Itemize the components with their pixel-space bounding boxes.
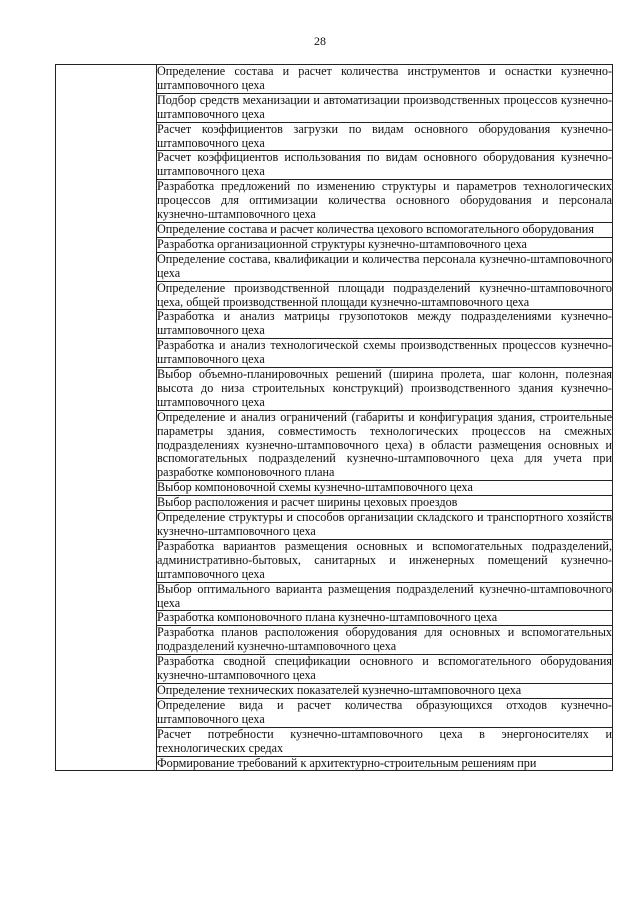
table-cell-text: Разработка и анализ технологической схемы производственных процессов кузнечно-штамповочного цеха [157, 338, 612, 367]
table-cell-text: Расчет потребности кузнечно-штамповочного цеха в энергоносителях и технологических средах [157, 726, 612, 755]
table-cell-text: Разработка и анализ матрицы грузопотоков между подразделениями кузнечно-штамповочного цеха [157, 309, 612, 338]
table-cell-text: Формирование требований к архитектурно-строительным решениям при [157, 756, 613, 771]
table-cell-text: Выбор расположения и расчет ширины цеховых проездов [157, 496, 613, 511]
table-cell-text: Разработка планов расположения оборудования для основных и вспомогательных подразделений кузнечно-штамповочного цеха [157, 625, 612, 654]
table-cell-text: Определение структуры и способов организации складского и транспортного хозяйств кузнечно-штамповочного цеха [157, 510, 612, 538]
table-cell-text: Разработка организационной структуры кузнечно-штамповочного цеха [157, 237, 613, 252]
table-cell-text: Определение состава и расчет количества инструментов и оснастки кузнечно-штамповочного цеха [157, 64, 612, 92]
table-cell-text: Выбор компоновочной схемы кузнечно-штамповочного цеха [157, 481, 613, 496]
table-cell-text: Разработка компоновочного плана кузнечно-штамповочного цеха [157, 611, 613, 626]
table-cell-text: Расчет коэффициентов загрузки по видам основного оборудования кузнечно-штамповочного цеха [157, 121, 612, 150]
table-cell-text: Определение вида и расчет количества образующихся отходов кузнечно-штамповочного цеха [157, 697, 612, 726]
page-number: 28 [314, 34, 326, 48]
table-cell-text: Подбор средств механизации и автоматизации производственных процессов кузнечно-штамповочного цеха [157, 92, 612, 121]
table-cell-text: Разработка сводной спецификации основного и вспомогательного оборудования кузнечно-штамповочного цеха [157, 654, 612, 683]
table-cell-text: Выбор объемно-планировочных решений (ширина пролета, шаг колонн, полезная высота до низа строительных конструкций) производственного здания кузнечно-штамповочного цеха [157, 367, 612, 409]
table-cell-text: Определение состава и расчет количества цехового вспомогательного оборудования [157, 222, 613, 237]
table-row [56, 65, 613, 94]
table-cell-text: Определение технических показателей кузнечно-штамповочного цеха [157, 683, 613, 698]
table-cell-text: Расчет коэффициентов использования по видам основного оборудования кузнечно-штамповочного цеха [157, 150, 612, 179]
table-cell-text: Выбор оптимального варианта размещения подразделений кузнечно-штамповочного цеха [157, 581, 612, 610]
left-column-cell [56, 65, 157, 771]
work-actions-table [55, 64, 613, 771]
table-cell-text: Разработка вариантов размещения основных и вспомогательных подразделений, административно-бытовых, санитарных и инженерных помещений кузнечно-штамповочного цеха [157, 538, 612, 581]
table-cell-text: Определение производственной площади подразделений кузнечно-штамповочного цеха, общей производственной площади кузнечно-штамповочного цеха [157, 280, 612, 309]
table-cell-text: Разработка предложений по изменению структуры и параметров технологических процессов для оптимизации количества основного оборудования и персонала кузнечно-штамповочного цеха [157, 179, 612, 222]
table-cell-text: Определение состава, квалификации и количества персонала кузнечно-штамповочного цеха [157, 251, 612, 280]
table-cell-text: Определение и анализ ограничений (габариты и конфигурация здания, строительные параметры здания, совместимость технологических процессов на смежных подразделениях кузнечно-штамповочного цеха) в области размещения основных и вспомогательных подразделений кузнечно-штамповочного цеха для учета при разработке компоновочного плана [157, 409, 612, 480]
